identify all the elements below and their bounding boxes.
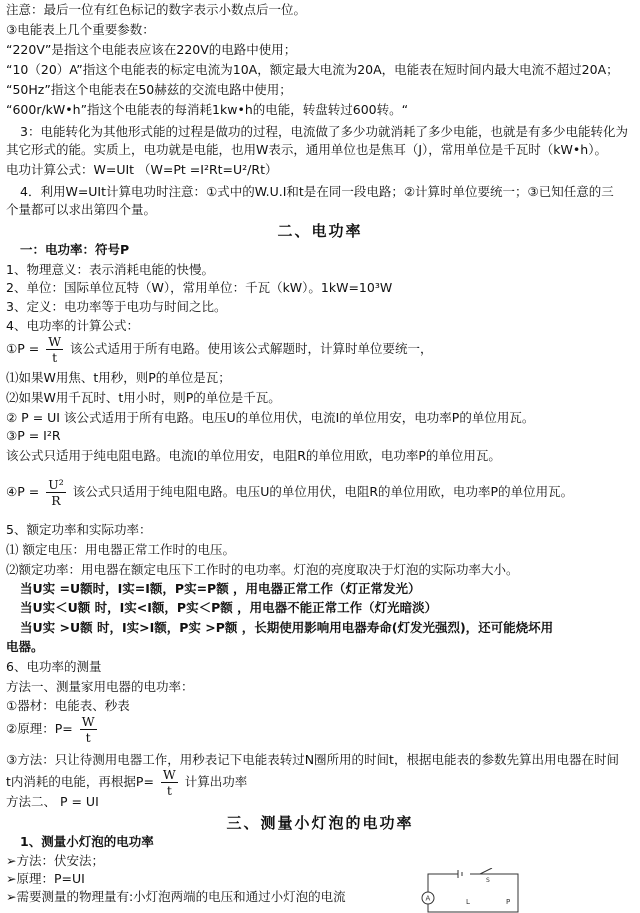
lamp-label: L	[466, 898, 470, 906]
fraction	[46, 477, 66, 508]
numerator: W	[162, 767, 176, 782]
bold-line: 当U实 >U额 时，I实>I额，P实 >P额 ，长期使用影响用电器寿命(灯发光强烈)，还可能烧坏用	[20, 620, 554, 635]
text-line: 5、额定功率和实际功率：	[6, 522, 152, 537]
formula-line: 电功计算公式：W=UIt （W=Pt =I²Rt=U²/Rt）	[6, 162, 278, 177]
text-line: ② P = UI 该公式适用于所有电路。电压U的单位用伏，电流I的单位用安，电功率P的单位用瓦。	[6, 410, 535, 425]
circuit-diagram	[414, 868, 524, 913]
text-line: ⑴ 额定电压：用电器正常工作时的电压。	[6, 542, 235, 557]
formula-note: 计算出功率	[184, 774, 248, 789]
text-line: ⑵如果W用千瓦时、t用小时，则P的单位是千瓦。	[6, 390, 281, 405]
formula-note: 该公式适用于所有电路。使用该公式解题时，计算时单位要统一，	[70, 341, 433, 356]
denominator: t	[166, 783, 172, 798]
text-line: 3：电能转化为其他形式能的过程是做功的过程，电流做了多少功就消耗了多少电能，也就是有多少电能转化为	[20, 124, 628, 139]
fraction	[46, 334, 63, 365]
switch-lever	[480, 868, 492, 874]
subheading: 1、测量小灯泡的电功率	[20, 834, 154, 849]
text-line: 该公式只适用于纯电阻电路。电流I的单位用安，电阻R的单位用欧，电功率P的单位用瓦。	[6, 448, 501, 463]
text-line: ③电能表上几个重要参数：	[6, 22, 155, 37]
text-line: ⑵额定功率：用电器在额定电压下工作时的电功率。灯泡的亮度取决于灯泡的实际功率大小。	[6, 562, 519, 577]
rheostat-label: P	[506, 898, 511, 906]
text-line: 4、电功率的计算公式：	[6, 318, 139, 333]
text-line: ➢原理：P=UI	[6, 871, 85, 886]
subheading: 一：电功率：符号P	[20, 242, 130, 257]
text-line: ⑴如果W用焦、t用秒，则P的单位是瓦；	[6, 370, 231, 385]
denominator: t	[52, 350, 58, 365]
text-line: ③方法：只让待测用电器工作，用秒表记下电能表转过N圈所用的时间t，根据电能表的参数先算出用电器在时间	[6, 752, 619, 767]
text-line: 1、物理意义：表示消耗电能的快慢。	[6, 262, 214, 277]
formula-lhs: t内消耗的电能，再根据P=	[6, 774, 154, 789]
text-line: 4．利用W=UIt计算电功时注意：①式中的W.U.I和t是在同一段电路；②计算时单位要统一；③已知任意的三	[20, 184, 614, 199]
numerator: W	[81, 714, 95, 729]
text-line: ①器材：电能表、秒表	[6, 698, 130, 713]
text-line: “600r/kW•h”指这个电能表的每消耗1kw•h的电能，转盘转过600转。“	[6, 102, 409, 117]
formula-lhs: ①P =	[6, 341, 40, 356]
switch-label: S	[486, 877, 490, 884]
formula-line	[6, 712, 634, 746]
formula-line: ③P = I²R	[6, 428, 61, 443]
text-line: “220V”是指这个电能表应该在220V的电路中使用；	[6, 42, 297, 57]
formula-note: 该公式只适用于纯电阻电路。电压U的单位用伏，电阻R的单位用欧，电功率P的单位用瓦。	[72, 484, 574, 499]
text-line: 方法二、 P = UI	[6, 794, 99, 809]
text-line: “50Hz”指这个电能表在50赫兹的交流电路中使用；	[6, 82, 292, 97]
text-line: 其它形式的能。实质上，电功就是电能，也用W表示，通用单位也是焦耳（J），常用单位是千瓦时（kW•h）。	[6, 142, 607, 157]
text-line: 个量都可以求出第四个量。	[6, 202, 157, 217]
text-line: 2、单位：国际单位瓦特（W），常用单位：千瓦（kW）。1kW=10³W	[6, 280, 393, 295]
section-heading: 二、电功率	[277, 222, 363, 240]
formula-line	[6, 475, 634, 509]
text-line: 注意：最后一位有红色标记的数字表示小数点后一位。	[6, 2, 307, 17]
formula-lhs: ④P =	[6, 484, 40, 499]
numerator: W	[48, 334, 62, 349]
ammeter-label: A	[425, 894, 431, 903]
bold-line: 当U实 =U额时，I实=I额，P实=P额 ，用电器正常工作（灯正常发光）	[20, 581, 421, 596]
text-line: 方法一、测量家用电器的电功率：	[6, 679, 194, 694]
formula-lhs: ②原理：P=	[6, 721, 73, 736]
formula-line	[6, 333, 634, 365]
denominator: t	[85, 730, 91, 745]
numerator: U²	[48, 477, 64, 492]
text-line: “10（20）A”指这个电能表的标定电流为10A，额定最大电流为20A，电能表在短时间内最大电流不超过20A；	[6, 62, 619, 77]
bold-line: 当U实＜U额 时，I实<I额，P实＜P额 ，用电器不能正常工作（灯光暗淡）	[20, 600, 438, 615]
text-line: ➢需要测量的物理量有:小灯泡两端的电压和通过小灯泡的电流	[6, 889, 346, 904]
text-line: ➢方法：伏安法；	[6, 853, 104, 868]
section-heading: 三、测量小灯泡的电功率	[226, 814, 414, 832]
text-line: 3、定义：电功率等于电功与时间之比。	[6, 299, 227, 314]
fraction	[80, 714, 97, 745]
text-line: 6、电功率的测量	[6, 659, 102, 674]
denominator: R	[51, 493, 61, 508]
bold-line: 电器。	[6, 639, 44, 654]
